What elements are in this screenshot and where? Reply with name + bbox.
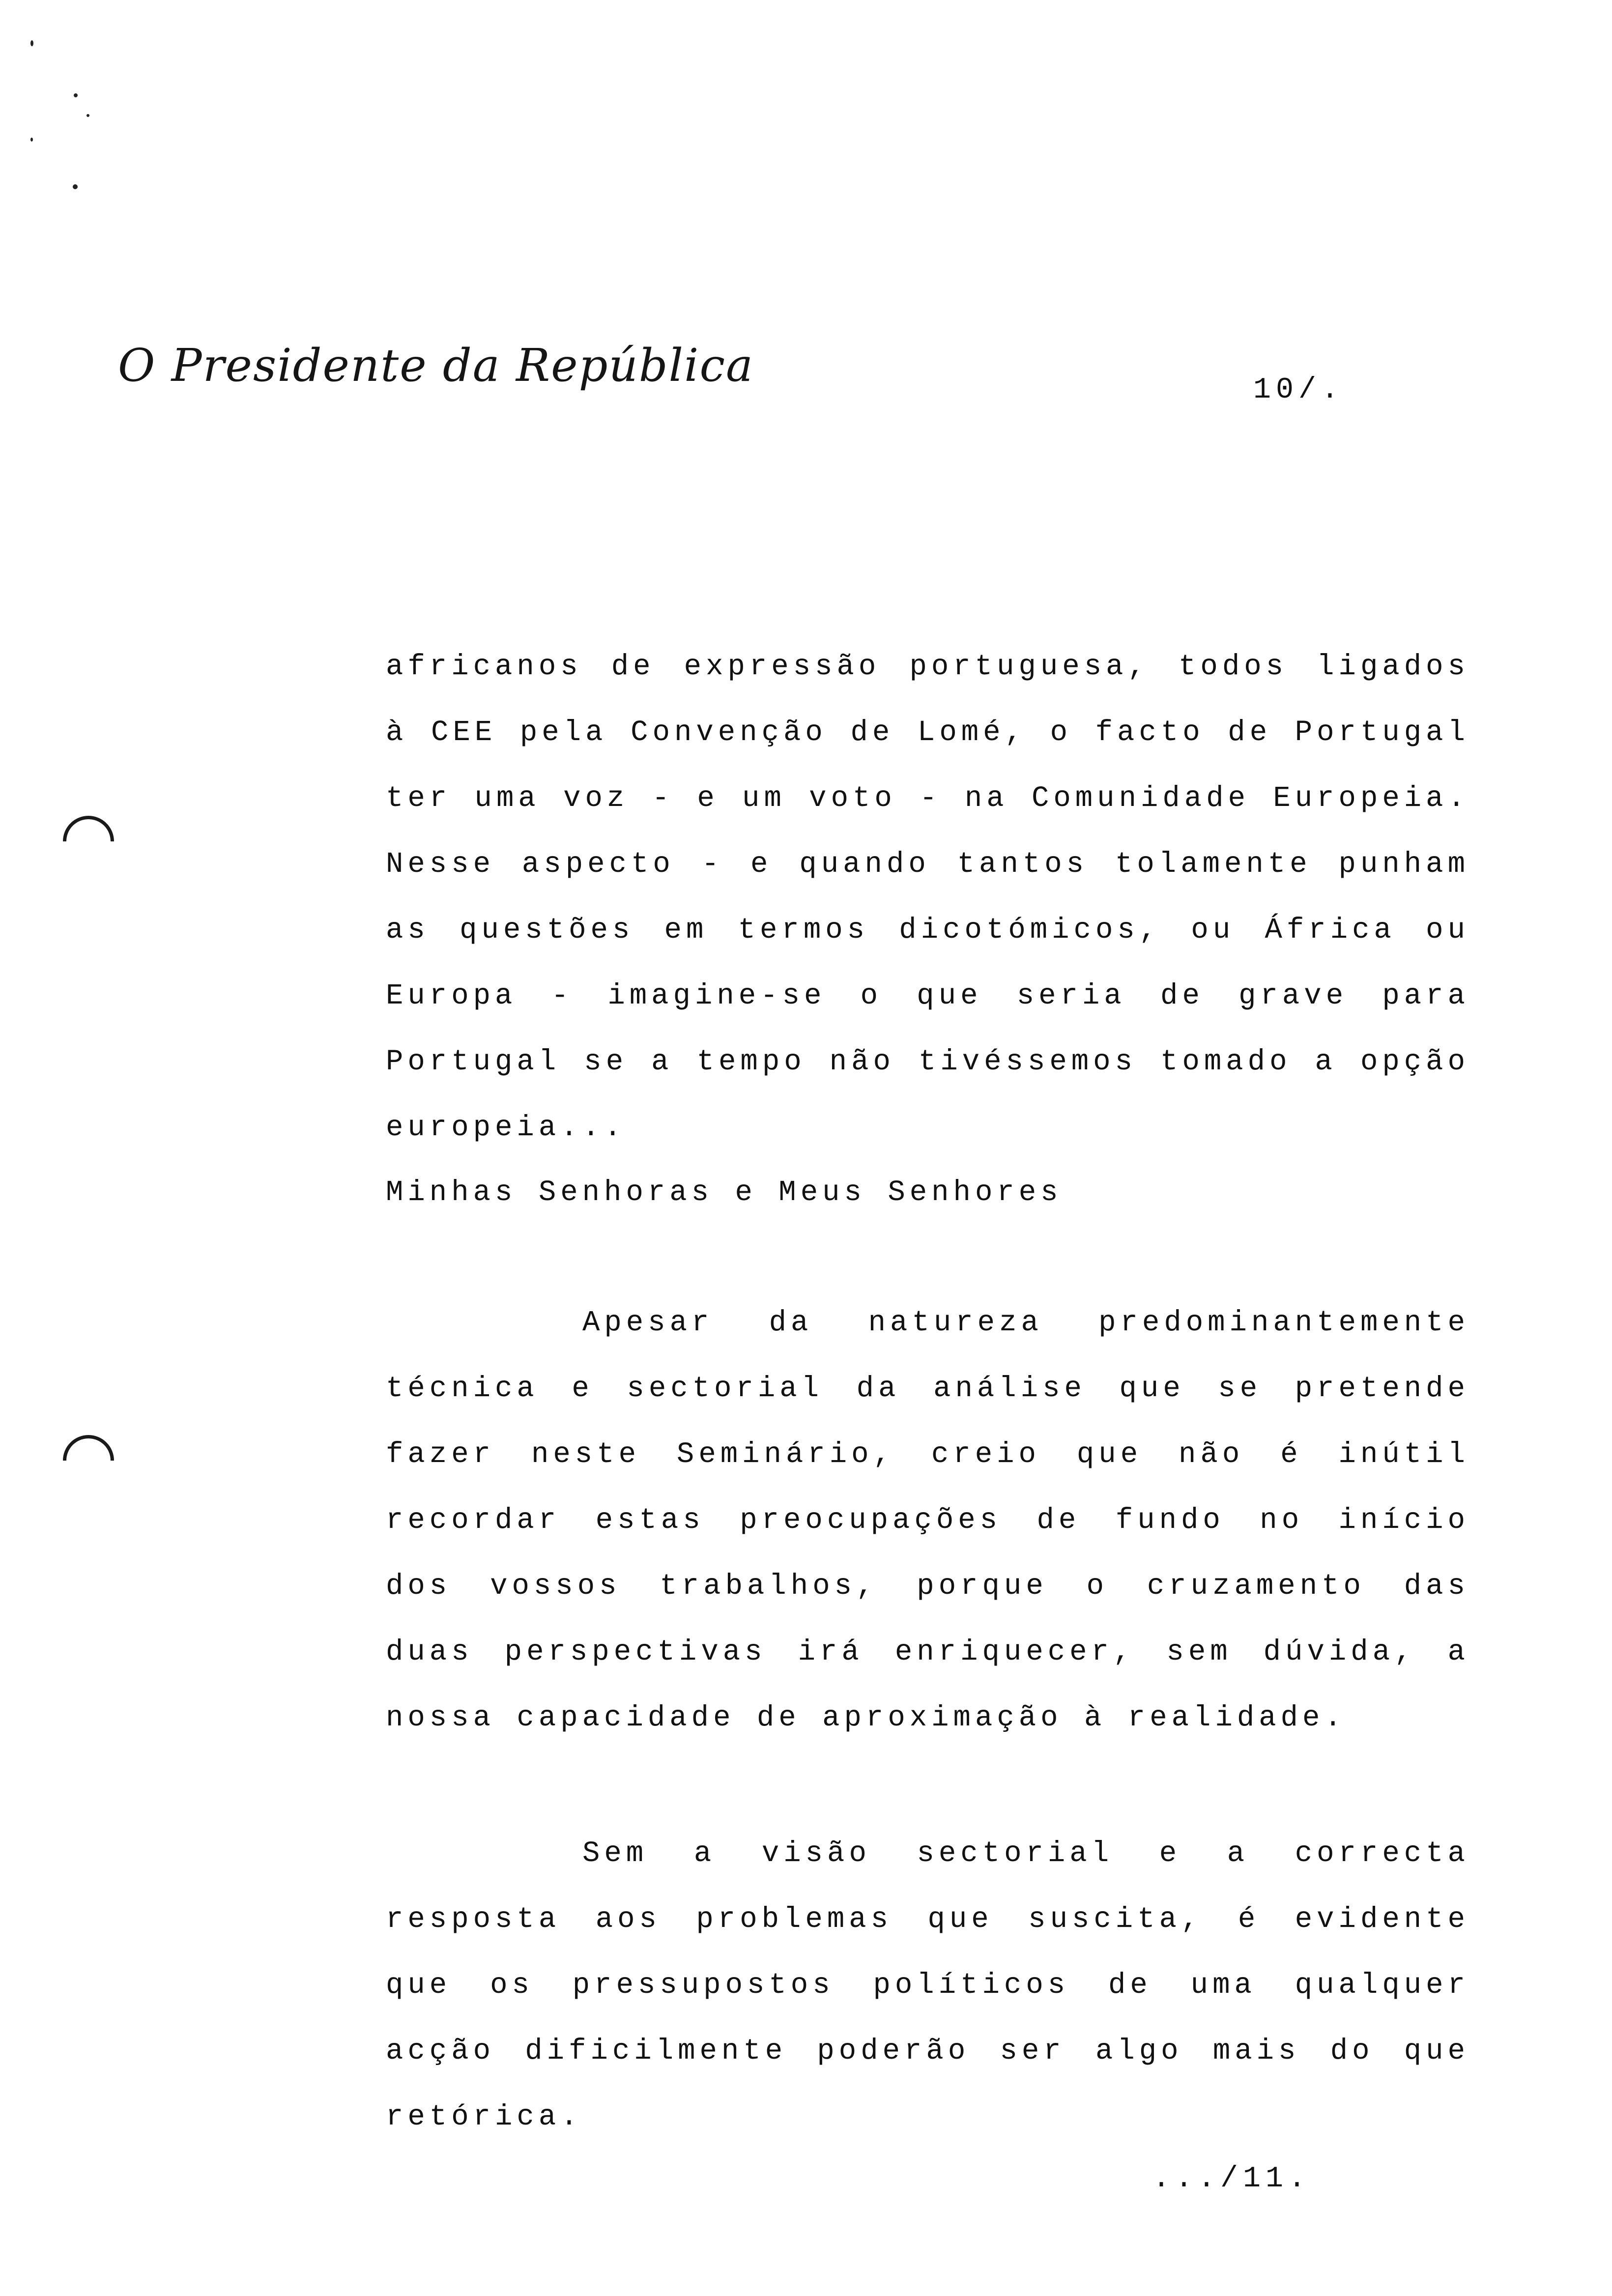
continuation-marker: .../11. (1152, 2162, 1311, 2196)
scan-speck (30, 138, 33, 142)
scan-speck (86, 114, 89, 117)
salutation (386, 1160, 1469, 1226)
paragraph-text: Apesar da natureza predominantemente técnica e sectorial da análise que se pretende fazer neste Seminário, creio que não é inútil recordar estas preocupações de fundo no início dos vossos trabalhos, porque o cruzamento das duas perspectivas irá enriquecer, sem dúvida, a nossa capacidade de aproximação à realidade. (386, 1306, 1469, 1734)
paragraph (386, 1290, 1469, 1751)
page-number: 10/. (1253, 373, 1344, 407)
paragraph-text: africanos de expressão portuguesa, todos ligados à CEE pela Convenção de Lomé, o facto de Portugal ter uma voz - e um voto - na Comunidade Europeia. Nesse aspecto - e quando tantos tolamente punham as questões em termos dicotómicos, ou África ou Europa - imagine-se o que seria de grave para Portugal se a tempo não tivéssemos tomado a opção europeia... (386, 650, 1469, 1144)
letterhead: O Presidente da República (118, 339, 754, 392)
paragraph (386, 1821, 1469, 2150)
paragraph-continued (386, 634, 1469, 1161)
salutation-text: Minhas Senhoras e Meus Senhores (386, 1176, 1063, 1209)
paragraph-text: Sem a visão sectorial e a correcta resposta aos problemas que suscita, é evidente que os pressupostos políticos de uma qualquer acção dificilmente poderão ser algo mais do que retórica. (386, 1837, 1469, 2133)
scan-speck (74, 93, 78, 97)
margin-mark (52, 1424, 124, 1496)
scan-speck (73, 184, 78, 189)
margin-mark (52, 805, 124, 877)
scan-speck (30, 40, 33, 46)
